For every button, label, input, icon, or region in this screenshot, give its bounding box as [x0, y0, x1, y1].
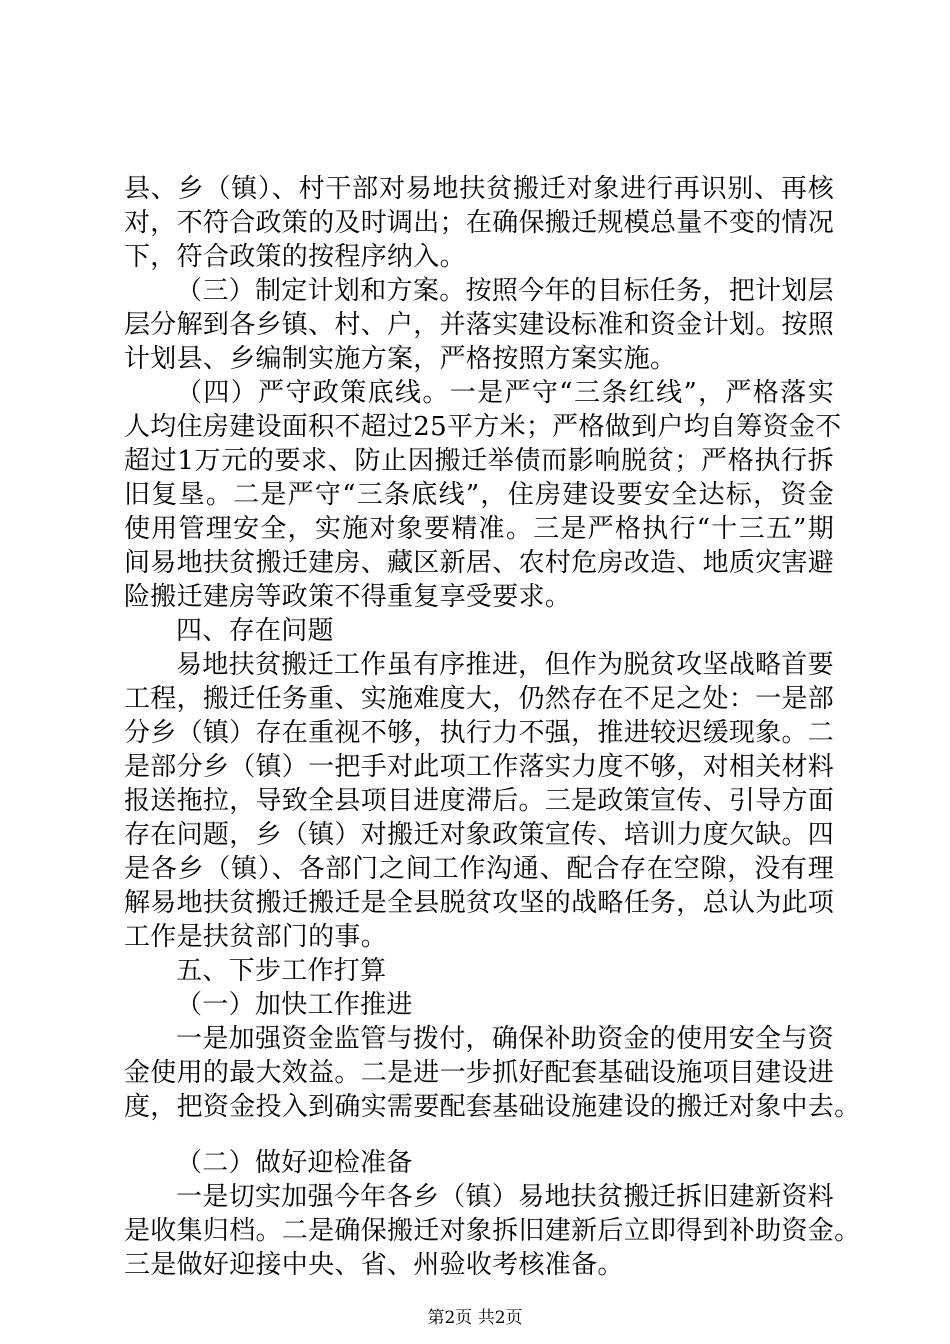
- text-line: 层分解到各乡镇、村、户，并落实建设标准和资金计划。按照: [124, 310, 835, 340]
- text-line: 三是做好迎接中央、省、州验收考核准备。: [124, 1250, 624, 1280]
- text-line: 下，符合政策的按程序纳入。: [124, 242, 466, 272]
- text-line: 间易地扶贫搬迁建房、藏区新居、农村危房改造、地质灾害避: [124, 548, 835, 578]
- text-line: 是部分乡（镇）一把手对此项工作落实力度不够，对相关材料: [124, 752, 835, 782]
- text-line: 解易地扶贫搬迁搬迁是全县脱贫攻坚的战略任务，总认为此项: [124, 888, 835, 918]
- text-line: 存在问题，乡（镇）对搬迁对象政策宣传、培训力度欠缺。四: [124, 820, 835, 850]
- text-line: 金使用的最大效益。二是进一步抓好配套基础设施项目建设进: [124, 1058, 835, 1088]
- section-heading: 四、存在问题: [176, 616, 334, 646]
- text-line: 县、乡（镇）、村干部对易地扶贫搬迁对象进行再识别、再核: [124, 174, 834, 204]
- text-line: 使用管理安全，实施对象要精准。三是严格执行“十三五”期: [124, 514, 834, 544]
- text-line: 一是加强资金监管与拨付，确保补助资金的使用安全与资: [176, 1024, 834, 1054]
- text-line: 是收集归档。二是确保搬迁对象拆旧建新后立即得到补助资金。: [124, 1216, 861, 1246]
- text-line: 对，不符合政策的及时调出；在确保搬迁规模总量不变的情况: [124, 208, 835, 238]
- text-line: 人均住房建设面积不超过25平方米；严格做到户均自筹资金不: [124, 412, 842, 442]
- text-line: 工程，搬迁任务重、实施难度大，仍然存在不足之处：一是部: [124, 684, 835, 714]
- subsection-heading: （一）加快工作推进: [176, 990, 413, 1020]
- text-line: 旧复垦。二是严守“三条底线”，住房建设要安全达标，资金: [124, 480, 834, 510]
- text-line: 易地扶贫搬迁工作虽有序推进，但作为脱贫攻坚战略首要: [176, 650, 834, 680]
- text-line: 计划县、乡编制实施方案，严格按照方案实施。: [124, 344, 677, 374]
- text-line: 工作是扶贫部门的事。: [124, 922, 388, 952]
- section-heading-line: （四）严守政策底线。一是严守“三条红线”，严格落实: [176, 378, 834, 408]
- section-heading-line: （三）制定计划和方案。按照今年的目标任务，把计划层: [176, 276, 834, 306]
- section-heading: 五、下步工作打算: [176, 956, 387, 986]
- text-line: 一是切实加强今年各乡（镇）易地扶贫搬迁拆旧建新资料: [176, 1182, 834, 1212]
- subsection-heading: （二）做好迎检准备: [176, 1148, 413, 1178]
- page-number-footer: 第2页 共2页: [427, 1308, 523, 1328]
- text-line: 险搬迁建房等政策不得重复享受要求。: [124, 582, 572, 612]
- text-line: 度，把资金投入到确实需要配套基础设施建设的搬迁对象中去。: [124, 1092, 861, 1122]
- text-line: 分乡（镇）存在重视不够，执行力不强，推进较迟缓现象。二: [124, 718, 835, 748]
- text-line: 超过1万元的要求、防止因搬迁举债而影响脱贫；严格执行拆: [124, 446, 834, 476]
- text-line: 报送拖拉，导致全县项目进度滞后。三是政策宣传、引导方面: [124, 786, 835, 816]
- text-line: 是各乡（镇）、各部门之间工作沟通、配合存在空隙，没有理: [124, 854, 834, 884]
